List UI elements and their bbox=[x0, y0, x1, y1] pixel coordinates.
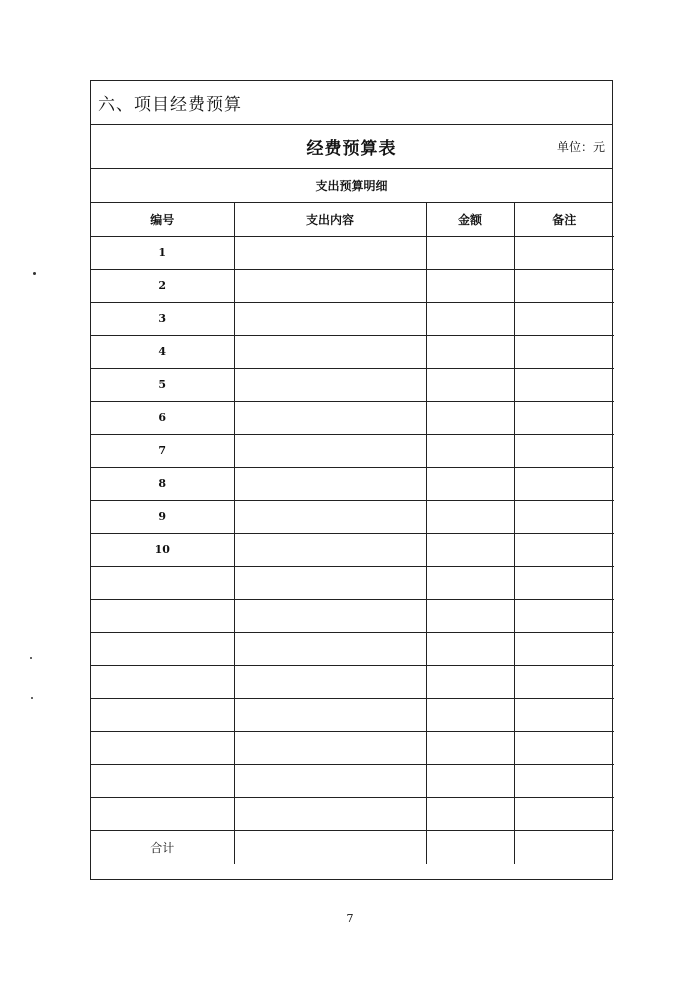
amount-cell[interactable] bbox=[426, 764, 514, 797]
column-header-content: 支出内容 bbox=[234, 203, 426, 236]
remark-cell[interactable] bbox=[514, 533, 614, 566]
content-cell[interactable] bbox=[234, 533, 426, 566]
table-title-row bbox=[91, 125, 612, 169]
page-number: 7 bbox=[346, 912, 354, 925]
remark-cell[interactable] bbox=[514, 566, 614, 599]
amount-cell[interactable] bbox=[426, 269, 514, 302]
row-number-cell: 1 bbox=[91, 236, 234, 269]
table-title: 经费预算表 bbox=[306, 139, 397, 159]
remark-cell[interactable] bbox=[514, 335, 614, 368]
row-number-cell bbox=[91, 731, 234, 764]
amount-cell[interactable] bbox=[426, 467, 514, 500]
content-cell[interactable] bbox=[234, 698, 426, 731]
table-row bbox=[91, 467, 614, 500]
content-cell[interactable] bbox=[234, 401, 426, 434]
amount-cell[interactable] bbox=[426, 566, 514, 599]
column-header-amount: 金额 bbox=[426, 203, 514, 236]
table-row bbox=[91, 698, 614, 731]
row-number-cell: 9 bbox=[91, 500, 234, 533]
content-cell[interactable] bbox=[234, 500, 426, 533]
header-row bbox=[91, 203, 614, 236]
table-row bbox=[91, 731, 614, 764]
table-row bbox=[91, 632, 614, 665]
table-row bbox=[91, 797, 614, 830]
amount-cell[interactable] bbox=[426, 533, 514, 566]
content-cell[interactable] bbox=[234, 566, 426, 599]
remark-cell[interactable] bbox=[514, 797, 614, 830]
scan-speck bbox=[31, 697, 33, 699]
row-number-cell bbox=[91, 665, 234, 698]
remark-cell[interactable] bbox=[514, 302, 614, 335]
row-number-cell: 10 bbox=[91, 533, 234, 566]
content-cell[interactable] bbox=[234, 599, 426, 632]
table-row bbox=[91, 764, 614, 797]
table-row bbox=[91, 302, 614, 335]
budget-table bbox=[91, 203, 614, 864]
amount-cell[interactable] bbox=[426, 434, 514, 467]
amount-cell[interactable] bbox=[426, 632, 514, 665]
row-number-cell bbox=[91, 632, 234, 665]
unit-label: 单位：元 bbox=[556, 140, 605, 154]
row-number-cell bbox=[91, 599, 234, 632]
table-row bbox=[91, 566, 614, 599]
row-number-cell: 8 bbox=[91, 467, 234, 500]
remark-cell[interactable] bbox=[514, 368, 614, 401]
remark-cell[interactable] bbox=[514, 698, 614, 731]
content-cell[interactable] bbox=[234, 335, 426, 368]
table-row bbox=[91, 368, 614, 401]
row-number-cell: 7 bbox=[91, 434, 234, 467]
amount-cell[interactable] bbox=[426, 698, 514, 731]
column-header-no: 编号 bbox=[91, 203, 234, 236]
row-number-cell: 3 bbox=[91, 302, 234, 335]
remark-cell[interactable] bbox=[514, 665, 614, 698]
amount-cell[interactable] bbox=[426, 236, 514, 269]
total-row bbox=[91, 830, 614, 864]
amount-cell[interactable] bbox=[426, 500, 514, 533]
content-cell[interactable] bbox=[234, 236, 426, 269]
row-number-cell bbox=[91, 566, 234, 599]
budget-body bbox=[91, 236, 614, 864]
scan-speck bbox=[33, 272, 36, 275]
amount-cell[interactable] bbox=[426, 797, 514, 830]
table-row bbox=[91, 269, 614, 302]
amount-cell[interactable] bbox=[426, 335, 514, 368]
content-cell[interactable] bbox=[234, 665, 426, 698]
content-cell[interactable] bbox=[234, 368, 426, 401]
table-row bbox=[91, 665, 614, 698]
remark-cell[interactable] bbox=[514, 236, 614, 269]
row-number-cell bbox=[91, 764, 234, 797]
row-number-cell: 6 bbox=[91, 401, 234, 434]
content-cell[interactable] bbox=[234, 269, 426, 302]
section-title: 六、项目经费预算 bbox=[91, 81, 612, 125]
amount-cell[interactable] bbox=[426, 368, 514, 401]
table-row bbox=[91, 599, 614, 632]
content-cell[interactable] bbox=[234, 632, 426, 665]
remark-cell[interactable] bbox=[514, 401, 614, 434]
row-number-cell bbox=[91, 797, 234, 830]
total-remark-cell[interactable] bbox=[514, 830, 614, 864]
total-content-cell[interactable] bbox=[234, 830, 426, 864]
remark-cell[interactable] bbox=[514, 599, 614, 632]
column-header-remark: 备注 bbox=[514, 203, 614, 236]
row-number-cell: 4 bbox=[91, 335, 234, 368]
amount-cell[interactable] bbox=[426, 401, 514, 434]
total-amount-cell[interactable] bbox=[426, 830, 514, 864]
table-row bbox=[91, 335, 614, 368]
content-cell[interactable] bbox=[234, 764, 426, 797]
row-number-cell: 5 bbox=[91, 368, 234, 401]
content-cell[interactable] bbox=[234, 797, 426, 830]
amount-cell[interactable] bbox=[426, 599, 514, 632]
total-label: 合计 bbox=[91, 830, 234, 864]
remark-cell[interactable] bbox=[514, 632, 614, 665]
remark-cell[interactable] bbox=[514, 467, 614, 500]
remark-cell[interactable] bbox=[514, 434, 614, 467]
table-row bbox=[91, 500, 614, 533]
table-row bbox=[91, 533, 614, 566]
amount-cell[interactable] bbox=[426, 731, 514, 764]
table-row bbox=[91, 434, 614, 467]
table-row bbox=[91, 236, 614, 269]
amount-cell[interactable] bbox=[426, 302, 514, 335]
remark-cell[interactable] bbox=[514, 764, 614, 797]
content-cell[interactable] bbox=[234, 434, 426, 467]
content-cell[interactable] bbox=[234, 731, 426, 764]
remark-cell[interactable] bbox=[514, 269, 614, 302]
row-number-cell: 2 bbox=[91, 269, 234, 302]
row-number-cell bbox=[91, 698, 234, 731]
content-cell[interactable] bbox=[234, 302, 426, 335]
amount-cell[interactable] bbox=[426, 665, 514, 698]
detail-heading: 支出预算明细 bbox=[91, 169, 612, 203]
table-row bbox=[91, 401, 614, 434]
scan-speck bbox=[30, 657, 32, 659]
remark-cell[interactable] bbox=[514, 731, 614, 764]
remark-cell[interactable] bbox=[514, 500, 614, 533]
content-cell[interactable] bbox=[234, 467, 426, 500]
budget-form bbox=[90, 80, 613, 880]
